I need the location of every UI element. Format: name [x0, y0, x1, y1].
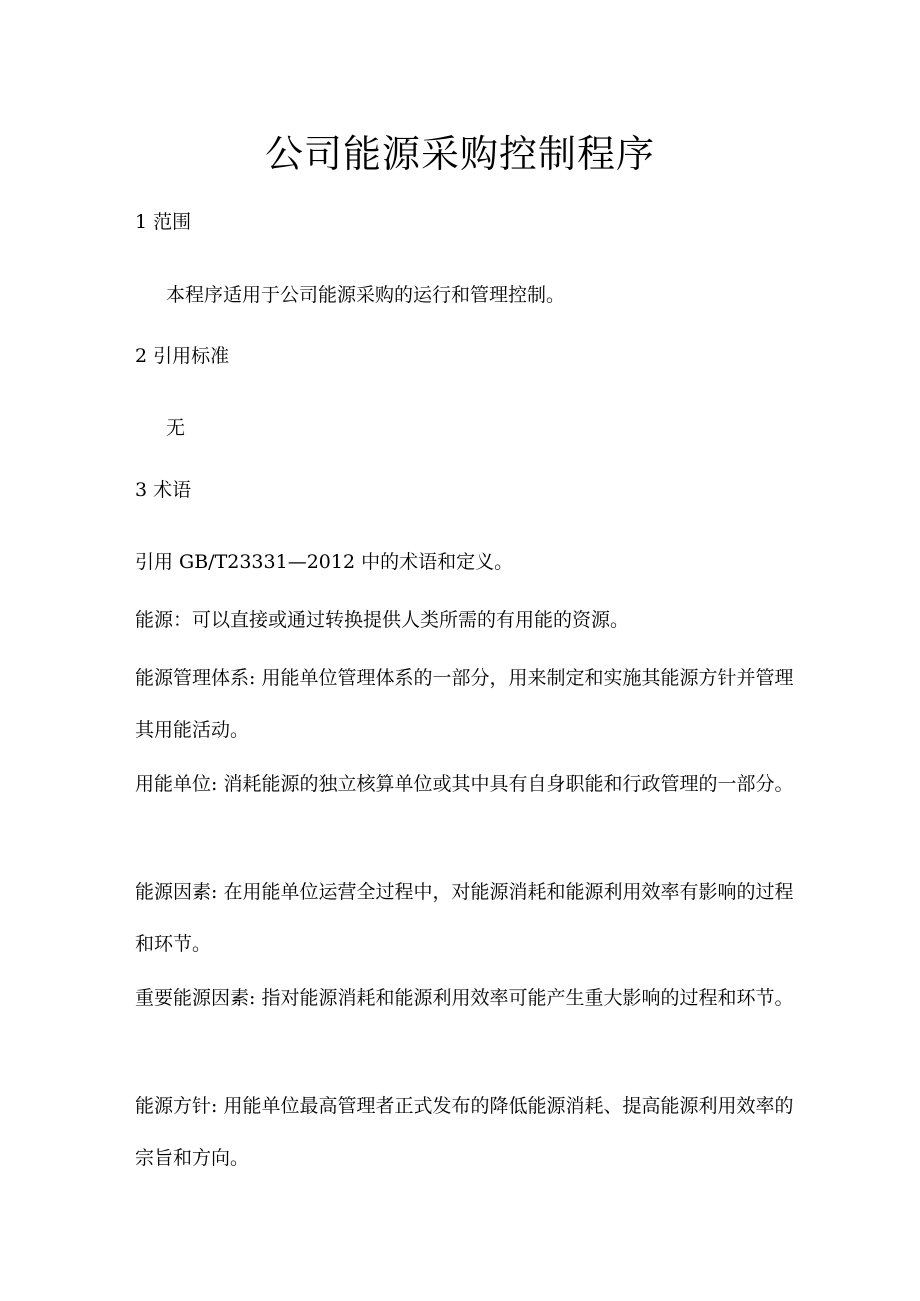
- term-definition: 重要能源因素: 指对能源消耗和能源利用效率可能产生重大影响的过程和环节。: [135, 987, 794, 1009]
- term-definition: 能源管理体系: 用能单位管理体系的一部分，用来制定和实施其能源方针并管理其用能活动。: [135, 667, 794, 741]
- references-paragraph: 无: [166, 417, 186, 439]
- document-title: 公司能源采购控制程序: [264, 132, 655, 176]
- section-heading-scope: 1 范围: [135, 211, 192, 233]
- section-heading-references: 2 引用标准: [135, 345, 230, 367]
- term-definition: 用能单位: 消耗能源的独立核算单位或其中具有自身职能和行政管理的一部分。: [135, 773, 794, 795]
- terms-reference-paragraph: 引用 GB/T23331—2012 中的术语和定义。: [135, 551, 514, 573]
- term-definition: 能源：可以直接或通过转换提供人类所需的有用能的资源。: [135, 609, 630, 631]
- term-definition: 能源方针: 用能单位最高管理者正式发布的降低能源消耗、提高能源利用效率的宗旨和方向。: [135, 1095, 794, 1169]
- term-definition: 能源因素: 在用能单位运营全过程中，对能源消耗和能源利用效率有影响的过程和环节。: [135, 881, 794, 955]
- section-heading-terms: 3 术语: [135, 479, 192, 501]
- scope-paragraph: 本程序适用于公司能源采购的运行和管理控制。: [166, 284, 566, 306]
